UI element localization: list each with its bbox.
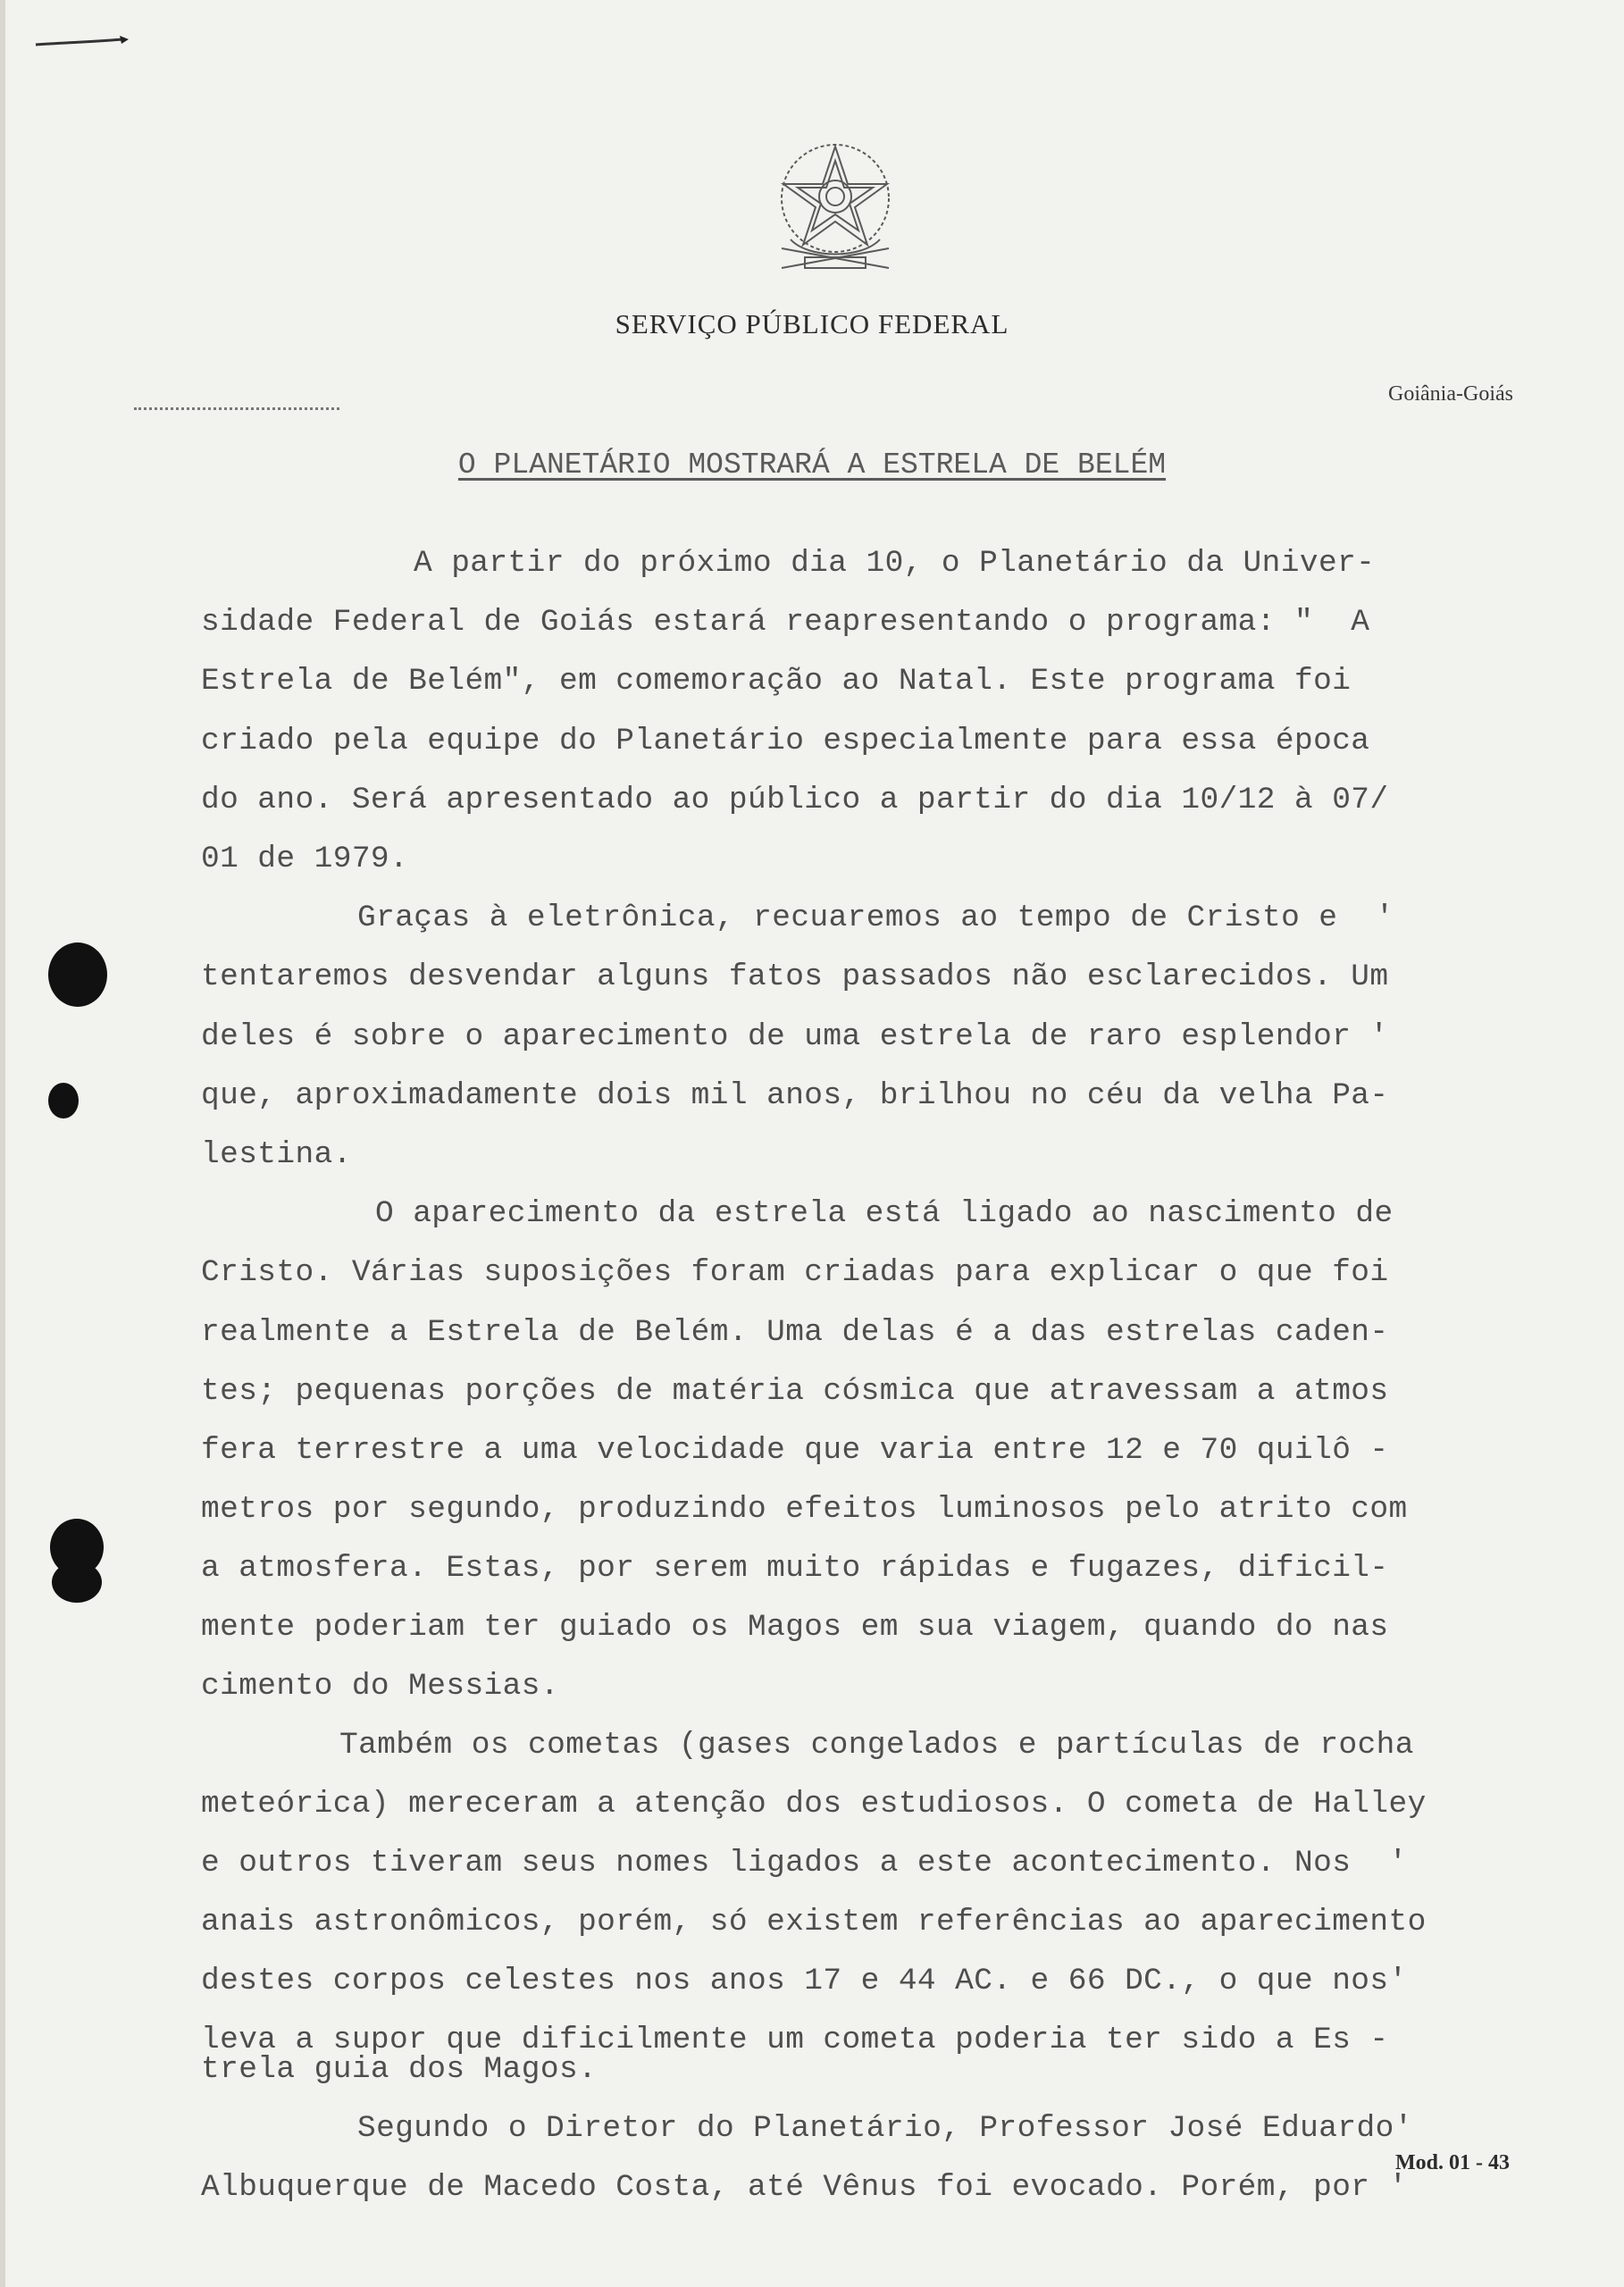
body-line-9: deles é sobre o aparecimento de uma estrela de raro esplendor ' (201, 1019, 1389, 1054)
body-line-21: Também os cometas (gases congelados e partículas de rocha (339, 1728, 1414, 1763)
agency-name: SERVIÇO PÚBLICO FEDERAL (615, 308, 1009, 339)
body-line-3: Estrela de Belém", em comemoração ao Natal. Este programa foi (201, 664, 1352, 699)
body-line-7: Graças à eletrônica, recuaremos ao tempo de Cristo e ' (357, 901, 1394, 935)
body-line-26: leva a supor que dificilmente um cometa poderia ter sido a Es - (201, 2023, 1389, 2057)
location-text: Goiânia-Goiás (1388, 382, 1513, 406)
body-line-4: criado pela equipe do Planetário especialmente para essa época (201, 724, 1370, 758)
body-line-5: do ano. Será apresentado ao público a partir do dia 10/12 à 07/ (201, 783, 1389, 817)
body-line-18: a atmosfera. Estas, por serem muito rápidas e fugazes, dificil- (201, 1551, 1389, 1586)
body-line-25: destes corpos celestes nos anos 17 e 44 AC. e 66 DC., o que nos' (201, 1964, 1408, 1998)
body-line-6: 01 de 1979. (201, 842, 409, 876)
body-line-24: anais astronômicos, porém, só existem referências ao aparecimento (201, 1905, 1427, 1939)
body-line-28-visible: Segundo o Diretor do Planetário, Professor José Eduardo' (357, 2111, 1413, 2146)
dotted-divider (134, 407, 339, 410)
body-line-20: cimento do Messias. (201, 1669, 559, 1704)
brazil-coat-of-arms-icon (764, 134, 907, 277)
body-line-2: sidade Federal de Goiás estará reapresentando o programa: " A (201, 605, 1370, 640)
body-line-27: trela guia dos Magos. (201, 2052, 598, 2087)
punch-hole-bottom-2 (52, 1562, 102, 1603)
pen-mark-icon (34, 34, 132, 50)
body-line-1: A partir do próximo dia 10, o Planetário da Univer- (414, 546, 1376, 581)
form-code: Mod. 01 - 43 (1395, 2151, 1510, 2174)
body-line-11: lestina. (201, 1137, 352, 1172)
body-line-17: metros por segundo, produzindo efeitos luminosos pelo atrito com (201, 1492, 1408, 1527)
body-line-29: Albuquerque de Macedo Costa, até Vênus foi evocado. Porém, por ' (201, 2170, 1408, 2205)
article-title (0, 448, 1624, 482)
punch-hole-small (48, 1083, 79, 1118)
article-title-text: O PLANETÁRIO MOSTRARÁ A ESTRELA DE BELÉM (457, 448, 1167, 482)
body-line-12: O aparecimento da estrela está ligado ao nascimento de (375, 1196, 1394, 1231)
body-line-19: mente poderiam ter guiado os Magos em sua viagem, quando do nas (201, 1610, 1389, 1645)
body-line-10: que, aproximadamente dois mil anos, brilhou no céu da velha Pa- (201, 1078, 1389, 1113)
body-line-15: tes; pequenas porções de matéria cósmica que atravessam a atmos (201, 1374, 1389, 1409)
body-line-8: tentaremos desvendar alguns fatos passados não esclarecidos. Um (201, 959, 1389, 994)
body-line-16: fera terrestre a uma velocidade que varia entre 12 e 70 quilô - (201, 1433, 1389, 1468)
body-line-23: e outros tiveram seus nomes ligados a este acontecimento. Nos ' (201, 1846, 1408, 1881)
body-line-22: meteórica) mereceram a atenção dos estudiosos. O cometa de Halley (201, 1787, 1427, 1822)
page-edge-shadow (0, 0, 5, 2287)
body-line-13: Cristo. Várias suposições foram criadas para explicar o que foi (201, 1255, 1389, 1290)
body-line-14: realmente a Estrela de Belém. Uma delas é a das estrelas caden- (201, 1315, 1389, 1350)
punch-hole-top (48, 942, 107, 1007)
